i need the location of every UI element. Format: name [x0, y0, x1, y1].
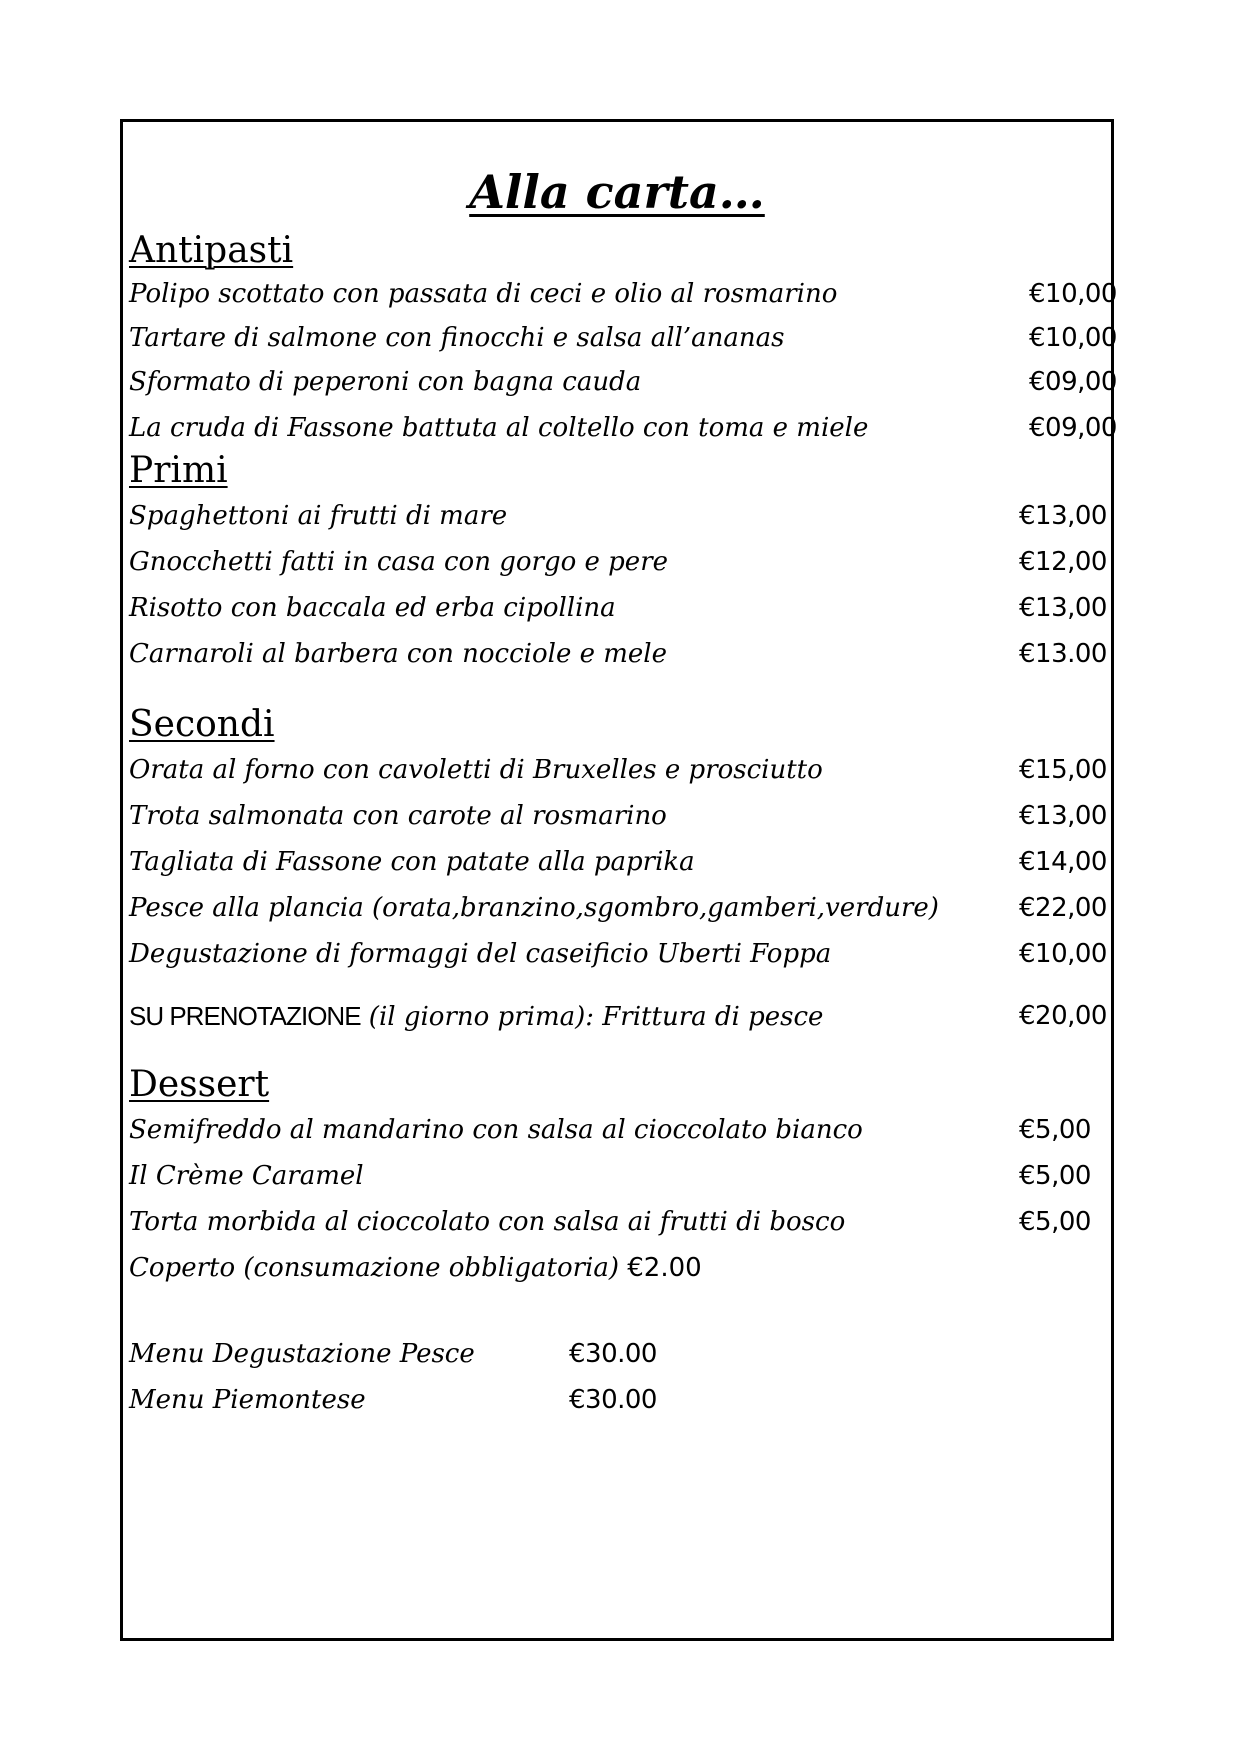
section-heading-dessert: Dessert — [129, 1064, 270, 1105]
item-price: €5,00 — [1019, 1115, 1091, 1145]
coperto-price: €2.00 — [627, 1253, 702, 1283]
item-price: €09,00 — [1029, 413, 1117, 443]
item-price: €13,00 — [1019, 593, 1107, 623]
item-name: Risotto con baccala ed erba cipollina — [129, 593, 616, 623]
section-heading-antipasti: Antipasti — [129, 230, 294, 271]
menu-frame — [120, 119, 1117, 1641]
item-price: €5,00 — [1019, 1207, 1091, 1237]
set-menu-price: €30.00 — [569, 1339, 657, 1369]
item-name: Torta morbida al cioccolato con salsa ai frutti di bosco — [129, 1207, 846, 1237]
item-name: La cruda di Fassone battuta al coltello con toma e miele — [129, 413, 869, 443]
item-price: €13,00 — [1019, 501, 1107, 531]
item-price: €20,00 — [1019, 1001, 1107, 1031]
coperto-label: Coperto (consumazione obbligatoria) — [129, 1253, 619, 1283]
item-price: €5,00 — [1019, 1161, 1091, 1191]
item-name: Semifreddo al mandarino con salsa al cioccolato bianco — [129, 1115, 863, 1145]
set-menu-price: €30.00 — [569, 1385, 657, 1415]
item-name: Tagliata di Fassone con patate alla paprika — [129, 847, 695, 877]
item-price: €10,00 — [1029, 323, 1117, 353]
item-name: Polipo scottato con passata di ceci e olio al rosmarino — [129, 279, 838, 309]
reservation-text: (il giorno prima): Frittura di pesce — [360, 1002, 824, 1032]
item-name: Trota salmonata con carote al rosmarino — [129, 801, 667, 831]
set-menu-name: Menu Degustazione Pesce — [129, 1339, 475, 1369]
item-price: €13,00 — [1019, 801, 1107, 831]
item-name: Orata al forno con cavoletti di Bruxelles e prosciutto — [129, 755, 823, 785]
item-name: Il Crème Caramel — [129, 1161, 364, 1191]
item-name: Carnaroli al barbera con nocciole e mele — [129, 639, 668, 669]
section-heading-primi: Primi — [129, 450, 228, 491]
menu-title: Alla carta… — [469, 165, 765, 219]
section-heading-secondi: Secondi — [129, 704, 275, 745]
item-name: Gnocchetti fatti in casa con gorgo e pere — [129, 547, 669, 577]
item-price: €09,00 — [1029, 367, 1117, 397]
reservation-prefix: SU PRENOTAZIONE — [129, 1001, 361, 1031]
item-name: Degustazione di formaggi del caseificio Uberti Foppa — [129, 939, 832, 969]
item-price: €15,00 — [1019, 755, 1107, 785]
item-price: €10,00 — [1019, 939, 1107, 969]
item-price: €12,00 — [1019, 547, 1107, 577]
set-menu-name: Menu Piemontese — [129, 1385, 366, 1415]
item-name: Spaghettoni ai frutti di mare — [129, 501, 508, 531]
item-price: €14,00 — [1019, 847, 1107, 877]
item-name: Tartare di salmone con finocchi e salsa all’ananas — [129, 323, 785, 353]
item-price: €13.00 — [1019, 639, 1107, 669]
item-name: Pesce alla plancia (orata,branzino,sgombro,gamberi,verdure) — [129, 893, 939, 923]
item-name: Sformato di peperoni con bagna cauda — [129, 367, 642, 397]
item-price: €10,00 — [1029, 279, 1117, 309]
coperto-note — [129, 1246, 702, 1290]
item-price: €22,00 — [1019, 893, 1107, 923]
reservation-label — [129, 994, 823, 1039]
